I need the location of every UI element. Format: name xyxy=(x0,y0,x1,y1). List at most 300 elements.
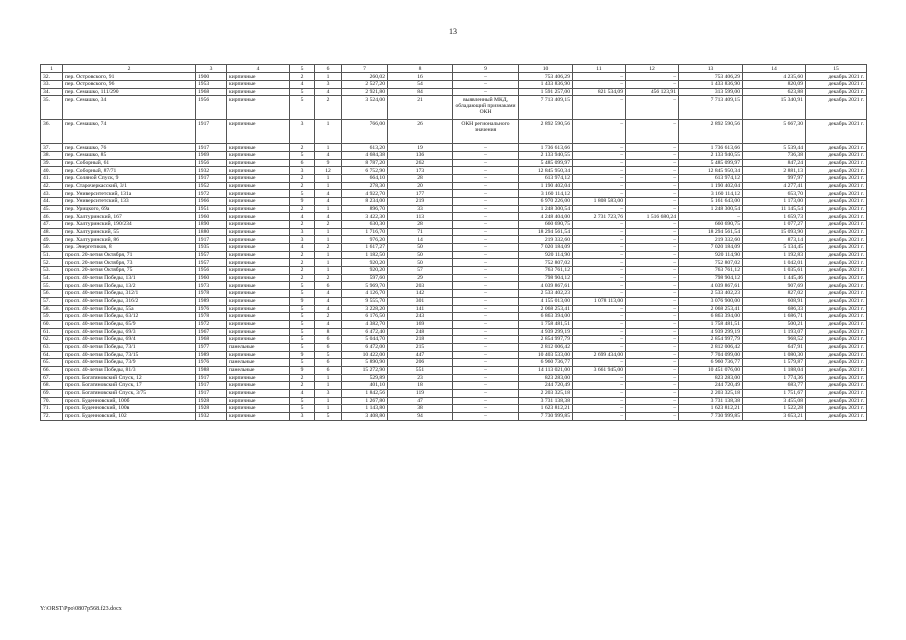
address: просп. 40-летия Победы, 63/12 xyxy=(63,313,196,321)
floors: 2 xyxy=(290,221,315,229)
wall-material: кирпичные xyxy=(227,274,290,282)
total-cost: 763 761,12 xyxy=(519,267,573,275)
status: – xyxy=(453,205,519,213)
completion-date: декабрь 2021 г. xyxy=(806,343,867,351)
cost-budget: – xyxy=(626,251,679,259)
area: 6 176,50 xyxy=(342,313,388,321)
cost-owners: 7 704 099,00 xyxy=(679,351,743,359)
floors: 5 xyxy=(290,152,315,160)
wall-material: кирпичные xyxy=(227,175,290,183)
wall-material: кирпичные xyxy=(227,290,290,298)
total-cost: 1 591 257,00 xyxy=(519,88,573,96)
table-row xyxy=(41,374,867,382)
cost-budget: – xyxy=(626,366,679,374)
status: – xyxy=(453,228,519,236)
cost-fund: – xyxy=(573,290,626,298)
area: 1 617,27 xyxy=(342,244,388,252)
address: просп. Буденновский, 100б xyxy=(63,397,196,405)
cost-per-m2: 2 881,13 xyxy=(743,167,806,175)
area: 9 555,70 xyxy=(342,297,388,305)
cost-budget: – xyxy=(626,297,679,305)
completion-date: декабрь 2021 г. xyxy=(806,259,867,267)
entrances: 4 xyxy=(315,290,342,298)
area: 1 267,80 xyxy=(342,397,388,405)
column-header: 11 xyxy=(573,65,626,73)
cost-budget: – xyxy=(626,351,679,359)
area: 5 969,70 xyxy=(342,282,388,290)
entrances: 8 xyxy=(315,328,342,336)
cost-per-m2: 15 340,91 xyxy=(743,96,806,120)
floors: 2 xyxy=(290,274,315,282)
year-built: 1900 xyxy=(196,73,227,81)
residents: 84 xyxy=(388,88,453,96)
residents: 301 xyxy=(388,297,453,305)
completion-date: декабрь 2021 г. xyxy=(806,366,867,374)
address: просп. Богатяновский Спуск, 12 xyxy=(63,374,196,382)
cost-fund: – xyxy=(573,412,626,420)
status: – xyxy=(453,359,519,367)
cost-owners: 2 203 325,18 xyxy=(679,389,743,397)
address: пер. Урицкого, 69а xyxy=(63,205,196,213)
address: пер. Соляной Спуск, 9 xyxy=(63,175,196,183)
entrances: 1 xyxy=(315,259,342,267)
row-number: 62. xyxy=(41,336,63,344)
cost-per-m2: 1 080,30 xyxy=(743,351,806,359)
address: просп. 40-летия Победы, 73/1 xyxy=(63,343,196,351)
cost-per-m2: 3 653,21 xyxy=(743,412,806,420)
cost-per-m2: 3 455,08 xyxy=(743,397,806,405)
area: 4 126,70 xyxy=(342,290,388,298)
table-row xyxy=(41,228,867,236)
row-number: 44. xyxy=(41,198,63,206)
cost-fund: – xyxy=(573,382,626,390)
cost-fund: – xyxy=(573,251,626,259)
status: – xyxy=(453,190,519,198)
address: пер. Семашко, 111/290 xyxy=(63,88,196,96)
cost-per-m2: 4 235,60 xyxy=(743,73,806,81)
cost-budget: – xyxy=(626,305,679,313)
table-row xyxy=(41,213,867,221)
table-row xyxy=(41,88,867,96)
area: 664,10 xyxy=(342,175,388,183)
cost-budget: – xyxy=(626,167,679,175)
cost-per-m2: 4 277,41 xyxy=(743,182,806,190)
cost-budget: – xyxy=(626,236,679,244)
entrances: 1 xyxy=(315,144,342,152)
cost-budget: – xyxy=(626,159,679,167)
address: пер. Халтуринский, 190/234 xyxy=(63,221,196,229)
completion-date: декабрь 2021 г. xyxy=(806,236,867,244)
floors: 4 xyxy=(290,213,315,221)
completion-date: декабрь 2021 г. xyxy=(806,167,867,175)
total-cost: 823 283,00 xyxy=(519,374,573,382)
wall-material: кирпичные xyxy=(227,152,290,160)
table-row xyxy=(41,313,867,321)
cost-owners: 10 451 076,00 xyxy=(679,366,743,374)
area: 10 422,00 xyxy=(342,351,388,359)
wall-material: кирпичные xyxy=(227,228,290,236)
cost-fund: – xyxy=(573,305,626,313)
year-built: 1966 xyxy=(196,198,227,206)
status: – xyxy=(453,397,519,405)
residents: 20 xyxy=(388,182,453,190)
row-number: 71. xyxy=(41,405,63,413)
row-number: 33. xyxy=(41,81,63,89)
completion-date: декабрь 2021 г. xyxy=(806,282,867,290)
address: пер. Семашко, 85 xyxy=(63,152,196,160)
table-row xyxy=(41,73,867,81)
wall-material: кирпичные xyxy=(227,382,290,390)
year-built: 1972 xyxy=(196,320,227,328)
table-row xyxy=(41,305,867,313)
total-cost: 1 736 613,66 xyxy=(519,144,573,152)
cost-per-m2: 5 134,45 xyxy=(743,244,806,252)
cost-budget: – xyxy=(626,282,679,290)
row-number: 43. xyxy=(41,190,63,198)
year-built: 1951 xyxy=(196,205,227,213)
cost-budget: – xyxy=(626,244,679,252)
wall-material: кирпичные xyxy=(227,236,290,244)
cost-fund: – xyxy=(573,221,626,229)
floors: 2 xyxy=(290,267,315,275)
address: пер. Семашко, 76 xyxy=(63,144,196,152)
status: – xyxy=(453,244,519,252)
row-number: 42. xyxy=(41,182,63,190)
total-cost: 6 863 394,00 xyxy=(519,313,573,321)
address: просп. 40-летия Победы, 13/2 xyxy=(63,282,196,290)
status: – xyxy=(453,175,519,183)
year-built: 1956 xyxy=(196,267,227,275)
cost-per-m2: 827,02 xyxy=(743,290,806,298)
completion-date: декабрь 2021 г. xyxy=(806,205,867,213)
year-built: 1956 xyxy=(196,96,227,120)
cost-per-m2: 1 042,01 xyxy=(743,259,806,267)
cost-fund: – xyxy=(573,205,626,213)
cost-per-m2: 1 192,83 xyxy=(743,251,806,259)
wall-material: кирпичные xyxy=(227,167,290,175)
year-built: 1988 xyxy=(196,366,227,374)
address: просп. 20-летия Октября, 71 xyxy=(63,251,196,259)
total-cost: 5 485 099,97 xyxy=(519,159,573,167)
cost-owners: 313 599,00 xyxy=(679,88,743,96)
row-number: 46. xyxy=(41,213,63,221)
cost-per-m2: 1 035,61 xyxy=(743,267,806,275)
cost-per-m2: 1 077,27 xyxy=(743,221,806,229)
total-cost: 12 845 950,34 xyxy=(519,167,573,175)
row-number: 50. xyxy=(41,244,63,252)
year-built: 1968 xyxy=(196,336,227,344)
cost-per-m2: 1 686,71 xyxy=(743,313,806,321)
completion-date: декабрь 2021 г. xyxy=(806,351,867,359)
cost-budget: – xyxy=(626,405,679,413)
row-number: 55. xyxy=(41,282,63,290)
residents: 29 xyxy=(388,274,453,282)
row-number: 63. xyxy=(41,343,63,351)
cost-fund: 821 534,09 xyxy=(573,88,626,96)
cost-owners: 3 160 114,12 xyxy=(679,190,743,198)
cost-owners: 244 720,49 xyxy=(679,382,743,390)
wall-material: кирпичные xyxy=(227,282,290,290)
address: пер. Халтуринский, 86 xyxy=(63,236,196,244)
table-row xyxy=(41,343,867,351)
completion-date: декабрь 2021 г. xyxy=(806,81,867,89)
residents: 215 xyxy=(388,343,453,351)
total-cost: 1 248 300,54 xyxy=(519,205,573,213)
column-header: 5 xyxy=(290,65,315,73)
year-built: 1989 xyxy=(196,351,227,359)
area: 4 922,70 xyxy=(342,190,388,198)
cost-fund: – xyxy=(573,282,626,290)
cost-budget: – xyxy=(626,274,679,282)
cost-per-m2: 1 173,00 xyxy=(743,198,806,206)
wall-material: кирпичные xyxy=(227,144,290,152)
cost-per-m2: 736,38 xyxy=(743,152,806,160)
cost-per-m2: 11 145,54 xyxy=(743,205,806,213)
cost-fund: – xyxy=(573,259,626,267)
table-row xyxy=(41,190,867,198)
year-built: 1928 xyxy=(196,397,227,405)
row-number: 51. xyxy=(41,251,63,259)
wall-material: кирпичные xyxy=(227,328,290,336)
wall-material: кирпичные xyxy=(227,88,290,96)
area: 1 716,70 xyxy=(342,228,388,236)
page-number: 13 xyxy=(449,27,457,36)
year-built: 1928 xyxy=(196,405,227,413)
cost-owners: 753 406,29 xyxy=(679,73,743,81)
cost-per-m2: 647,91 xyxy=(743,343,806,351)
total-cost: 219 332,60 xyxy=(519,236,573,244)
cost-fund: – xyxy=(573,313,626,321)
floors: 3 xyxy=(290,228,315,236)
year-built: 1968 xyxy=(196,88,227,96)
total-cost: 1 433 836,90 xyxy=(519,81,573,89)
entrances: 4 xyxy=(315,297,342,305)
wall-material: кирпичные xyxy=(227,397,290,405)
residents: 14 xyxy=(388,236,453,244)
entrances: 2 xyxy=(315,274,342,282)
cost-owners: 3 731 138,38 xyxy=(679,397,743,405)
cost-per-m2: 997,97 xyxy=(743,175,806,183)
column-header: 9 xyxy=(453,65,519,73)
cost-owners: 1 433 836,90 xyxy=(679,81,743,89)
table-row xyxy=(41,290,867,298)
cost-owners: 1 758 481,51 xyxy=(679,320,743,328)
floors: 5 xyxy=(290,405,315,413)
area: 278,30 xyxy=(342,182,388,190)
cost-per-m2: 968,52 xyxy=(743,336,806,344)
wall-material: кирпичные xyxy=(227,205,290,213)
area: 1 842,56 xyxy=(342,389,388,397)
entrances: 9 xyxy=(315,159,342,167)
cost-owners: 5 485 099,97 xyxy=(679,159,743,167)
cost-per-m2: 653,70 xyxy=(743,190,806,198)
entrances: 2 xyxy=(315,96,342,120)
entrances: 1 xyxy=(315,382,342,390)
cost-budget: – xyxy=(626,152,679,160)
entrances: 1 xyxy=(315,251,342,259)
residents: 33 xyxy=(388,205,453,213)
cost-budget: – xyxy=(626,205,679,213)
cost-per-m2: 1 659,73 xyxy=(743,213,806,221)
row-number: 36. xyxy=(41,120,63,144)
table-row xyxy=(41,96,867,120)
year-built: 1917 xyxy=(196,389,227,397)
area: 920,20 xyxy=(342,267,388,275)
year-built: 1977 xyxy=(196,343,227,351)
cost-budget: – xyxy=(626,320,679,328)
column-header: 3 xyxy=(196,65,227,73)
table-row xyxy=(41,236,867,244)
entrances: 2 xyxy=(315,221,342,229)
completion-date: декабрь 2021 г. xyxy=(806,190,867,198)
floors: 2 xyxy=(290,374,315,382)
entrances: 1 xyxy=(315,182,342,190)
area: 2 527,20 xyxy=(342,81,388,89)
area: 8 234,00 xyxy=(342,198,388,206)
cost-budget: – xyxy=(626,175,679,183)
row-number: 57. xyxy=(41,297,63,305)
table-body xyxy=(41,65,867,421)
residents: 16 xyxy=(388,73,453,81)
status: – xyxy=(453,267,519,275)
cost-fund: – xyxy=(573,359,626,367)
entrances: 4 xyxy=(315,320,342,328)
cost-budget: – xyxy=(626,336,679,344)
row-number: 39. xyxy=(41,159,63,167)
total-cost: 3 731 138,38 xyxy=(519,397,573,405)
table-row xyxy=(41,120,867,144)
floors: 4 xyxy=(290,81,315,89)
residents: 23 xyxy=(388,374,453,382)
address: просп. 40-летия Победы, 316/2 xyxy=(63,297,196,305)
year-built: 1917 xyxy=(196,236,227,244)
area: 2 921,80 xyxy=(342,88,388,96)
cost-budget: – xyxy=(626,313,679,321)
cost-owners: 660 690,75 xyxy=(679,221,743,229)
table-row xyxy=(41,274,867,282)
area: 597,60 xyxy=(342,274,388,282)
address: просп. 40-летия Победы, 13/1 xyxy=(63,274,196,282)
entrances: 3 xyxy=(315,81,342,89)
address: просп. 40-летия Победы, 65/9 xyxy=(63,320,196,328)
residents: 50 xyxy=(388,251,453,259)
status: – xyxy=(453,274,519,282)
total-cost: 7 730 999,85 xyxy=(519,412,573,420)
area: 8 787,20 xyxy=(342,159,388,167)
status: – xyxy=(453,251,519,259)
cost-budget: – xyxy=(626,397,679,405)
table-row xyxy=(41,336,867,344)
cost-owners: 3 076 900,00 xyxy=(679,297,743,305)
table-row xyxy=(41,175,867,183)
residents: 19 xyxy=(388,144,453,152)
cost-budget: – xyxy=(626,412,679,420)
table-row xyxy=(41,205,867,213)
residents: 47 xyxy=(388,397,453,405)
floors: 2 xyxy=(290,144,315,152)
address: пер. Соборный, 87/71 xyxy=(63,167,196,175)
floors: 5 xyxy=(290,313,315,321)
total-cost: 14 113 021,00 xyxy=(519,366,573,374)
address: пер. Островского, 91 xyxy=(63,73,196,81)
area: 15 272,90 xyxy=(342,366,388,374)
cost-per-m2: 686,33 xyxy=(743,305,806,313)
completion-date: декабрь 2021 г. xyxy=(806,320,867,328)
total-cost: 7 020 184,09 xyxy=(519,244,573,252)
cost-owners: 7 713 409,15 xyxy=(679,96,743,120)
address: просп. 40-летия Победы, 81/3 xyxy=(63,366,196,374)
row-number: 61. xyxy=(41,328,63,336)
wall-material: кирпичные xyxy=(227,412,290,420)
address: просп. Буденновский, 100в xyxy=(63,405,196,413)
area: 4 382,70 xyxy=(342,320,388,328)
entrances: 4 xyxy=(315,88,342,96)
cost-fund: – xyxy=(573,81,626,89)
status: – xyxy=(453,405,519,413)
table-row xyxy=(41,221,867,229)
address: просп. 40-летия Победы, 55а xyxy=(63,305,196,313)
table-row xyxy=(41,382,867,390)
floors: 9 xyxy=(290,297,315,305)
total-cost: 18 294 561,54 xyxy=(519,228,573,236)
table-row xyxy=(41,251,867,259)
total-cost: 2 133 940,55 xyxy=(519,152,573,160)
cost-per-m2: 907,69 xyxy=(743,282,806,290)
cost-budget: – xyxy=(626,96,679,120)
address: пер. Университетский, 133 xyxy=(63,198,196,206)
row-number: 69. xyxy=(41,389,63,397)
column-header: 14 xyxy=(743,65,806,73)
floors: 5 xyxy=(290,397,315,405)
cost-owners: 2 533 402,23 xyxy=(679,290,743,298)
floors: 9 xyxy=(290,351,315,359)
completion-date: декабрь 2021 г. xyxy=(806,251,867,259)
entrances: 1 xyxy=(315,236,342,244)
floors: 2 xyxy=(290,382,315,390)
table-row xyxy=(41,389,867,397)
area: 3 228,20 xyxy=(342,305,388,313)
column-header: 13 xyxy=(679,65,743,73)
completion-date: декабрь 2021 г. xyxy=(806,198,867,206)
status: – xyxy=(453,221,519,229)
total-cost: 1 758 481,51 xyxy=(519,320,573,328)
address: пер. Халтуринский, 55 xyxy=(63,228,196,236)
column-header: 1 xyxy=(41,65,63,73)
completion-date: декабрь 2021 г. xyxy=(806,96,867,120)
total-cost: 2 203 325,18 xyxy=(519,389,573,397)
status: ОКН регионального значения xyxy=(453,120,519,144)
file-path: Y:\ORST\Ppo\0807p568.f23.docx xyxy=(40,606,122,612)
address: просп. Буденновский, 102 xyxy=(63,412,196,420)
year-built: 1957 xyxy=(196,259,227,267)
area: 896,70 xyxy=(342,205,388,213)
residents: 218 xyxy=(388,336,453,344)
status: – xyxy=(453,259,519,267)
row-number: 65. xyxy=(41,359,63,367)
floors: 5 xyxy=(290,282,315,290)
cost-budget: – xyxy=(626,382,679,390)
cost-fund: – xyxy=(573,190,626,198)
row-number: 32. xyxy=(41,73,63,81)
entrances: 4 xyxy=(315,190,342,198)
entrances: 6 xyxy=(315,366,342,374)
status: – xyxy=(453,73,519,81)
entrances: 2 xyxy=(315,244,342,252)
cost-per-m2: 5 539,44 xyxy=(743,144,806,152)
entrances: 6 xyxy=(315,359,342,367)
address: пер. Старочеркасский, 3/1 xyxy=(63,182,196,190)
year-built: 1960 xyxy=(196,274,227,282)
